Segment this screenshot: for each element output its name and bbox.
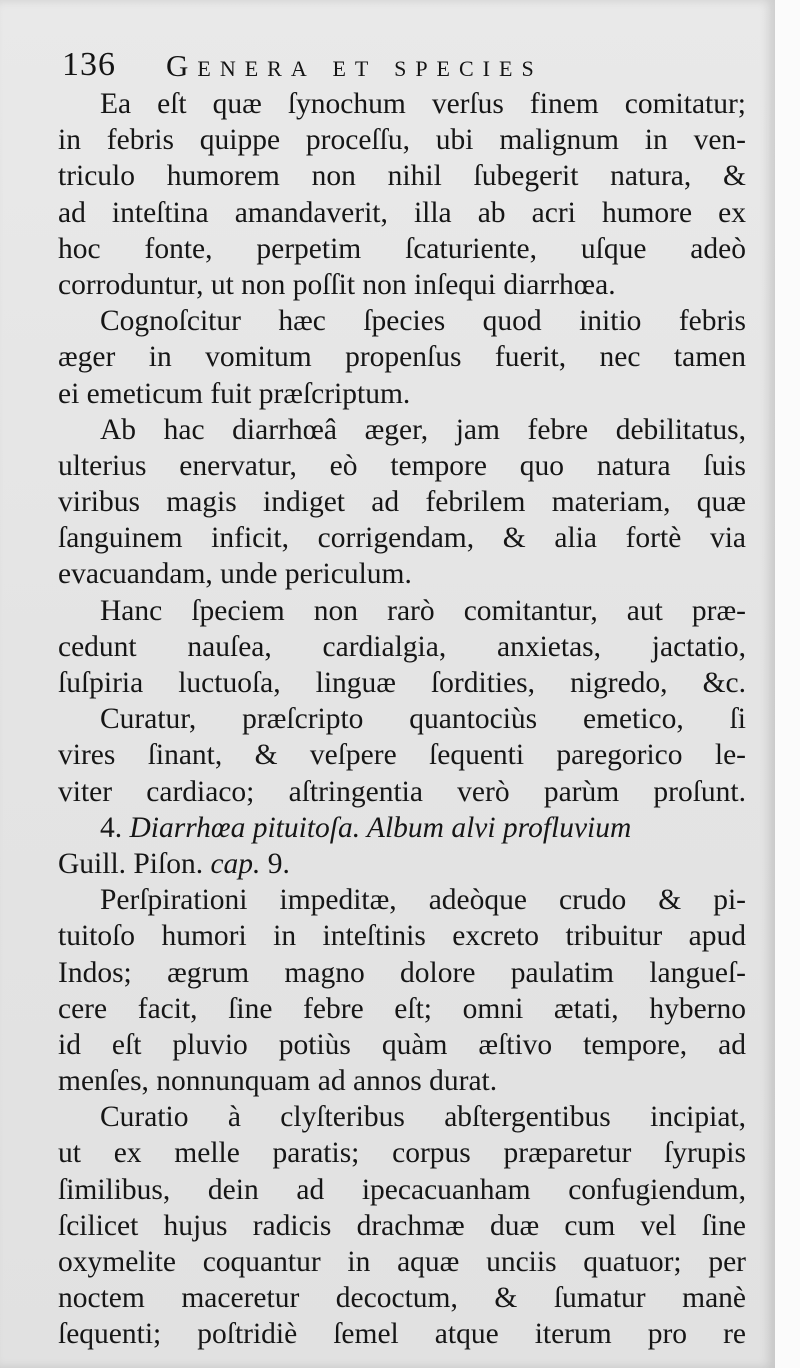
text-line: ſimilibus, dein ad ipecacuanham confugiendum,: [58, 1173, 746, 1206]
text-line: viribus magis indiget ad febrilem materiam, quæ: [58, 486, 746, 519]
text-line: in febris quippe proceſſu, ubi malignum in ven-: [58, 124, 746, 157]
text-line: corroduntur, ut non poſſit non inſequi diarrhœa.: [58, 268, 616, 301]
page-number: 136: [62, 46, 116, 83]
text-line: [58, 846, 746, 882]
text-line: æger in vomitum propenſus fuerit, nec tamen: [58, 341, 746, 374]
text-line: Ea eſt quæ ſynochum verſus finem comitatur;: [100, 88, 746, 120]
text-line: ſuſpiria luctuoſa, linguæ ſordities, nigredo, &c.: [58, 667, 746, 699]
text-line: ut ex melle paratis; corpus præparetur ſyrupis: [58, 1137, 746, 1170]
text-line: evacuandam, unde periculum.: [58, 558, 412, 591]
text-line: ſcilicet hujus radicis drachmæ duæ cum vel ſine: [58, 1209, 746, 1242]
text-line: hoc fonte, perpetim ſcaturiente, uſque adeò: [58, 232, 746, 265]
text-line: cedunt nauſea, cardialgia, anxietas, jactatio,: [58, 630, 746, 663]
page-edge: [775, 0, 800, 1368]
text-line: id eſt pluvio potiùs quàm æſtivo tempore, ad: [58, 1028, 746, 1061]
text-line: triculo humorem non nihil ſubegerit natura, &: [58, 160, 746, 193]
text-line: Curatur, præſcripto quantociùs emetico, ſi: [100, 703, 746, 736]
text-line: ſanguinem inficit, corrigendam, & alia fortè via: [58, 522, 746, 555]
text-line: Ab hac diarrhœâ æger, jam febre debilitatus,: [100, 413, 746, 446]
line-segment: 9.: [260, 847, 290, 880]
text-line: ad inteſtina amandaverit, illa ab acri humore ex: [58, 196, 746, 229]
text-line: viter cardiaco; aſtringentia verò parùm proſunt.: [58, 775, 746, 808]
text-line: [58, 810, 746, 846]
page-header: [62, 44, 752, 88]
text-line: tuitoſo humori in inteſtinis excreto tribuitur apud: [58, 920, 746, 953]
text-line: ulterius enervatur, eò tempore quo natura ſuis: [58, 449, 746, 482]
running-title: Genera et species: [166, 48, 543, 83]
italic-segment: Diarrhœa pituitoſa. Album alvi profluvium: [129, 811, 632, 844]
text-line: noctem maceretur decoctum, & ſumatur manè: [58, 1282, 746, 1315]
text-line: menſes, nonnunquam ad annos durat.: [58, 1065, 498, 1098]
text-line: Hanc ſpeciem non rarò comitantur, aut præ-: [100, 594, 746, 627]
line-segment: Guill. Piſon.: [58, 847, 211, 880]
text-line: ſequenti; poſtridiè ſemel atque iterum pro re: [58, 1318, 746, 1351]
text-line: ei emeticum fuit præſcriptum.: [58, 377, 411, 410]
text-line: oxymelite coquantur in aquæ unciis quatuor; per: [58, 1246, 746, 1278]
text-line: vires ſinant, & veſpere ſequenti paregorico le-: [58, 739, 746, 772]
text-line: Curatio à clyſteribus abſtergentibus incipiat,: [100, 1101, 746, 1134]
text-line: Cognoſcitur hæc ſpecies quod initio febris: [100, 305, 746, 338]
text-line: Perſpirationi impeditæ, adeòque crudo & pi-: [100, 884, 746, 917]
body-text: [58, 86, 746, 1353]
text-line: cere facit, ſine febre eſt; omni ætati, hyberno: [58, 992, 746, 1025]
line-segment: 4.: [100, 811, 130, 844]
italic-segment: cap.: [210, 847, 261, 880]
text-line: Indos; ægrum magno dolore paulatim langueſ-: [58, 956, 746, 989]
